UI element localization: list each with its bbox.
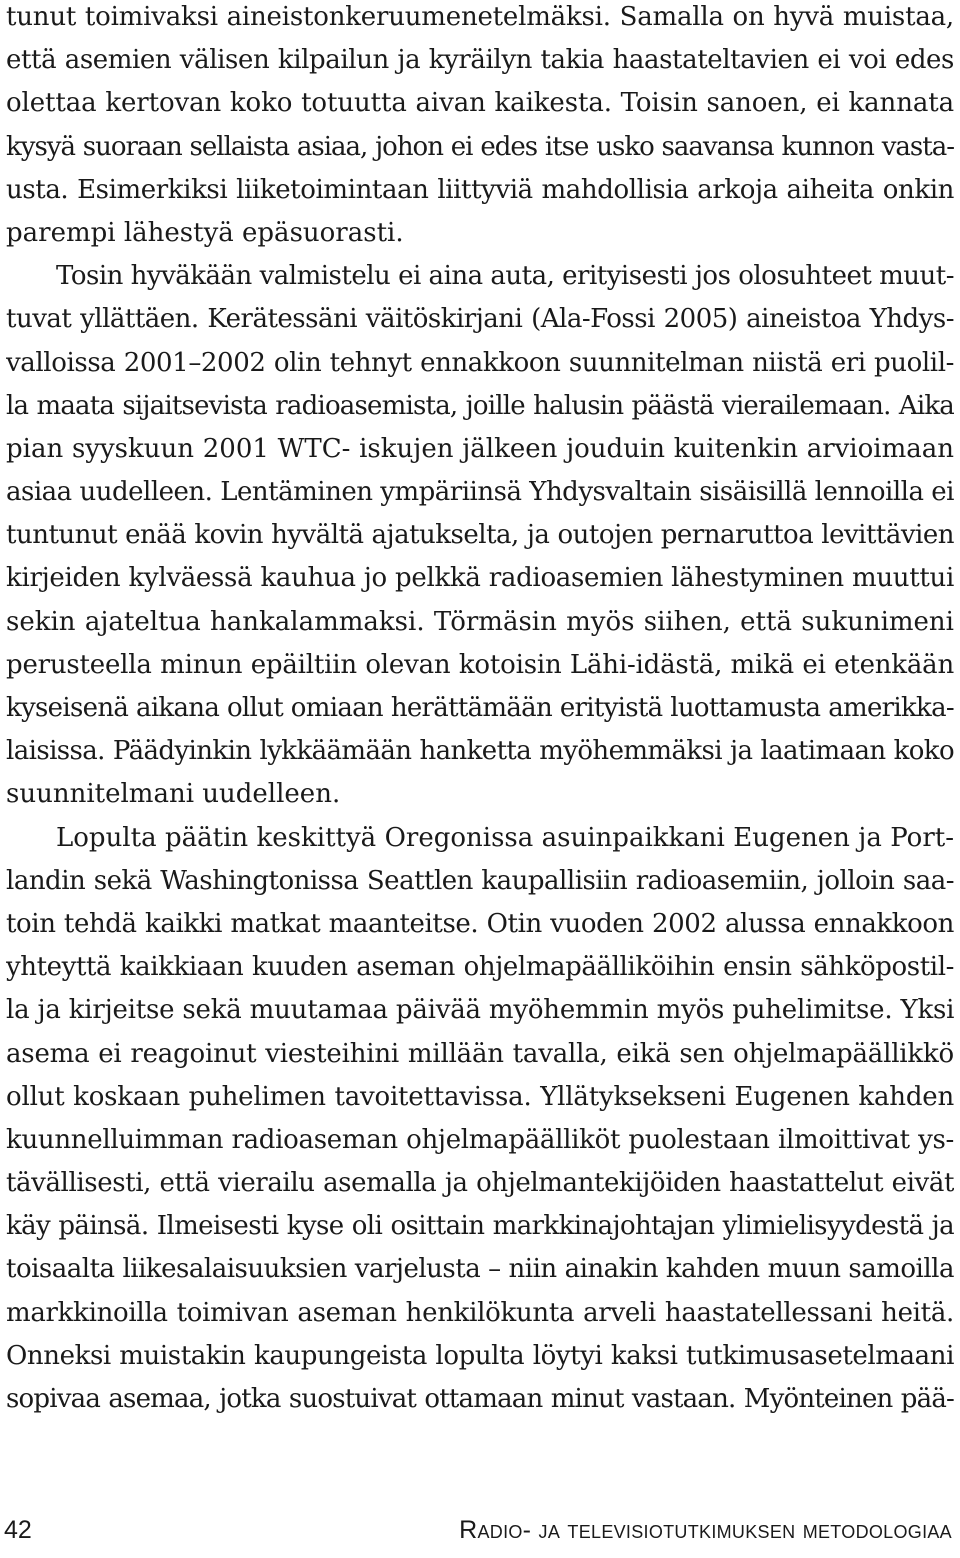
page-footer (4, 1512, 952, 1548)
text-line: Onneksi muistakin kaupungeista lopulta löytyi kaksi tutkimusasetelmaani (6, 1340, 954, 1371)
text-line: valloissa 2001–2002 olin tehnyt ennakkoon suunnitelman niistä eri puolil- (6, 347, 954, 378)
text-line: toisaalta liikesalaisuuksien varjelusta – niin ainakin kahden muun samoilla (6, 1254, 954, 1285)
text-line: tävällisesti, että vierailu asemalla ja ohjelmantekijöiden haastattelut eivät (6, 1168, 954, 1199)
text-line: usta. Esimerkiksi liiketoimintaan liittyviä mahdollisia arkoja aiheita onkin (6, 174, 954, 205)
page-number: 42 (4, 1516, 32, 1544)
text-line: ollut koskaan puhelimen tavoitettavissa. Yllätyksekseni Eugenen kahden (6, 1081, 954, 1112)
text-line: suunnitelmani uudelleen. (6, 779, 341, 810)
text-line: la maata sijaitsevista radioasemista, joille halusin päästä vierailemaan. Aika (6, 390, 954, 421)
running-head: Radio- ja televisiotutkimuksen metodologiaa (459, 1516, 952, 1544)
text-line: sekin ajateltua hankalammaksi. Törmäsin myös siihen, että sukunimeni (6, 606, 954, 637)
text-line: asiaa uudelleen. Lentäminen ympäriinsä Yhdysvaltain sisäisillä lennoilla ei (6, 477, 954, 508)
text-line: markkinoilla toimivan aseman henkilökunta arveli haastatellessani heitä. (6, 1297, 954, 1328)
text-line: kirjeiden kylväessä kauhua jo pelkkä radioasemien lähestyminen muuttui (6, 563, 954, 594)
text-line: olettaa kertovan koko totuutta aivan kaikesta. Toisin sanoen, ei kannata (6, 88, 954, 119)
text-line: toin tehdä kaikki matkat maanteitse. Otin vuoden 2002 alussa ennakkoon (6, 908, 954, 939)
text-line: yhteyttä kaikkiaan kuuden aseman ohjelmapäälliköihin ensin sähköpostil- (6, 952, 954, 983)
text-line: sopivaa asemaa, jotka suostuivat ottamaan minut vastaan. Myönteinen pää- (6, 1384, 954, 1414)
text-line: parempi lähestyä epäsuorasti. (6, 217, 404, 248)
text-line: pian syyskuun 2001 WTC- iskujen jälkeen jouduin kuitenkin arvioimaan (6, 433, 954, 464)
text-line: Tosin hyväkään valmistelu ei aina auta, erityisesti jos olosuhteet muut- (56, 261, 954, 292)
text-line: la ja kirjeitse sekä muutamaa päivää myöhemmin myös puhelimitse. Yksi (6, 995, 954, 1026)
body-text (6, 0, 954, 1421)
text-line: asema ei reagoinut viesteihini millään tavalla, eikä sen ohjelmapäällikkö (6, 1038, 954, 1069)
text-line: laisissa. Päädyinkin lykkäämään hanketta myöhemmäksi ja laatimaan koko (6, 736, 954, 767)
text-line: tuntunut enää kovin hyvältä ajatukselta, ja outojen pernaruttoa levittävien (6, 520, 954, 551)
text-line: perusteella minun epäiltiin olevan kotoisin Lähi-idästä, mikä ei etenkään (6, 649, 954, 680)
text-line: tuvat yllättäen. Kerätessäni väitöskirjani (Ala-Fossi 2005) aineistoa Yhdys- (6, 304, 954, 335)
text-line: käy päinsä. Ilmeisesti kyse oli osittain markkinajohtajan ylimielisyydestä ja (6, 1211, 954, 1242)
text-line: että asemien välisen kilpailun ja kyräilyn takia haastateltavien ei voi edes (6, 45, 954, 76)
text-line: kuunnelluimman radioaseman ohjelmapäälliköt puolestaan ilmoittivat ys- (6, 1124, 954, 1155)
text-line: Lopulta päätin keskittyä Oregonissa asuinpaikkani Eugenen ja Port- (56, 822, 954, 853)
text-line: tunut toimivaksi aineistonkeruumenetelmäksi. Samalla on hyvä muistaa, (6, 2, 954, 32)
text-line: kysyä suoraan sellaista asiaa, johon ei edes itse usko saavansa kunnon vasta- (6, 131, 954, 162)
text-line: kyseisenä aikana ollut omiaan herättämään erityistä luottamusta amerikka- (6, 693, 954, 723)
text-line: landin sekä Washingtonissa Seattlen kaupallisiin radioasemiin, jolloin saa- (6, 865, 954, 896)
